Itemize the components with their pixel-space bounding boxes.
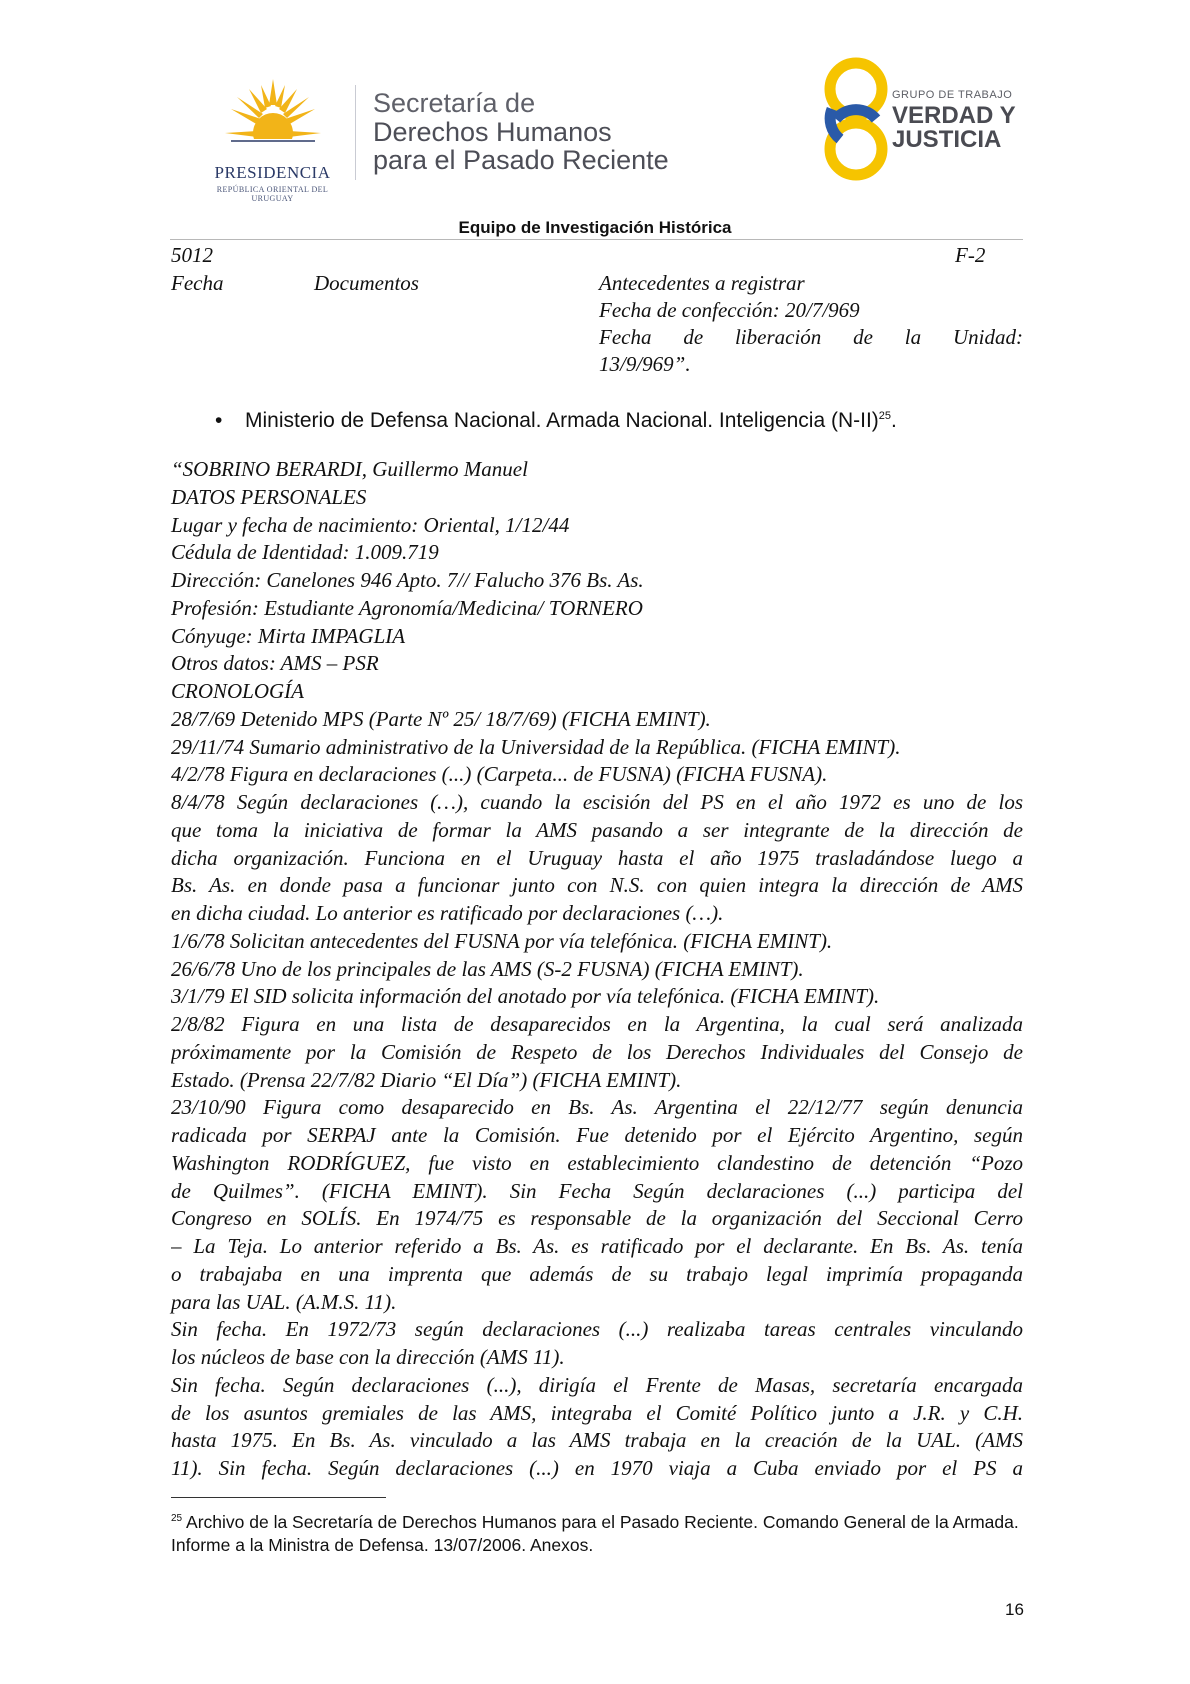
liberacion-word: de — [683, 325, 704, 349]
secretaria-line1: Secretaría de — [373, 88, 536, 118]
liberacion-date: 13/9/969”. — [599, 352, 691, 376]
liberacion-word: Unidad: — [952, 325, 1023, 349]
record-form: F-2 — [955, 243, 986, 267]
liberacion-word: la — [904, 325, 922, 349]
body-line: 4/2/78 Figura en declaraciones (...) (Carpeta... de FUSNA) (FICHA FUSNA). — [171, 762, 828, 787]
footnote-reference: 25 — [878, 410, 892, 422]
footnote-number: 25 — [171, 1513, 183, 1524]
column-documentos: Documentos — [314, 271, 419, 295]
body-line: Cédula de Identidad: 1.009.719 — [171, 540, 439, 565]
body-text — [171, 456, 1023, 1483]
body-line: Sin fecha. En 1972/73 según declaraciones (...) realizaba tareas centrales vinculando — [171, 1317, 1023, 1342]
body-line: “SOBRINO BERARDI, Guillermo Manuel — [171, 457, 528, 481]
interlocked-rings-icon — [820, 55, 892, 183]
body-line: 8/4/78 Según declaraciones (…), cuando la escisión del PS en el año 1972 es uno de los — [171, 790, 1023, 814]
justicia-label: JUSTICIA — [892, 126, 1002, 153]
body-line: radicada por SERPAJ ante la Comisión. Fue detenido por el Ejército Argentino, según — [171, 1123, 1023, 1147]
team-title: Equipo de Investigación Histórica — [458, 218, 732, 237]
presidencia-logo — [195, 75, 350, 203]
body-line: de Quilmes”. (FICHA EMINT). Sin Fecha Según declaraciones (...) participa del — [171, 1178, 1023, 1203]
presidencia-subtitle: REPÚBLICA ORIENTAL DEL URUGUAY — [216, 185, 329, 203]
verdad-justicia-logo — [820, 55, 1040, 185]
body-line: Washington RODRÍGUEZ, fue visto en establecimiento clandestino de detención “Pozo — [171, 1150, 1023, 1175]
footnote-rule — [171, 1497, 386, 1498]
secretaria-line2: Derechos Humanos — [373, 117, 612, 147]
secretaria-line3: para el Pasado Reciente — [373, 145, 669, 175]
body-line: 26/6/78 Uno de los principales de las AMS (S-2 FUSNA) (FICHA EMINT). — [171, 956, 804, 981]
verdad-label: VERDAD Y — [892, 102, 1016, 129]
body-line: que toma la iniciativa de formar la AMS pasando a ser integrante de la dirección de — [171, 817, 1023, 842]
footnote — [171, 1507, 1026, 1557]
fecha-liberacion — [599, 325, 1023, 350]
body-line: Cónyuge: Mirta IMPAGLIA — [171, 623, 406, 648]
sun-emblem-icon — [223, 75, 323, 157]
record-code: 5012 — [171, 243, 213, 267]
body-line: Congreso en SOLÍS. En 1974/75 es responsable de la organización del Seccional Cerro — [171, 1206, 1023, 1231]
page-number: 16 — [1005, 1600, 1024, 1619]
column-antecedentes: Antecedentes a registrar — [599, 271, 805, 295]
body-line: Dirección: Canelones 946 Apto. 7// Falucho 376 Bs. As. — [171, 568, 644, 592]
footnote-text: Archivo de la Secretaría de Derechos Humanos para el Pasado Reciente. Comando General de la Armada. Informe a la Ministra de Defensa. 13/07/2006. Anexos. — [171, 1511, 1019, 1555]
body-line: Sin fecha. Según declaraciones (...), dirigía el Frente de Masas, secretaría encargada — [171, 1372, 1023, 1397]
body-line: hasta 1975. En Bs. As. vinculado a las AMS trabaja en la creación de la UAL. (AMS — [171, 1428, 1023, 1453]
fecha-confeccion: Fecha de confección: 20/7/969 — [599, 298, 860, 322]
page-header — [195, 55, 1035, 205]
bullet-icon: • — [215, 409, 223, 432]
body-line: para las UAL. (A.M.S. 11). — [171, 1289, 397, 1314]
body-line: CRONOLOGÍA — [171, 679, 305, 703]
body-line: Bs. As. en donde pasa a funcionar junto con N.S. con quien integra la dirección de AMS — [171, 873, 1023, 898]
body-line: Lugar y fecha de nacimiento: Oriental, 1/12/44 — [171, 512, 570, 537]
column-fecha: Fecha — [171, 271, 224, 295]
body-line: los núcleos de base con la dirección (AMS 11). — [171, 1345, 565, 1369]
liberacion-word: de — [853, 325, 873, 349]
bullet-text: Ministerio de Defensa Nacional. Armada Nacional. Inteligencia (N-II) — [245, 409, 879, 432]
body-line: 28/7/69 Detenido MPS (Parte Nº 25/ 18/7/69) (FICHA EMINT). — [171, 706, 711, 731]
body-line: DATOS PERSONALES — [171, 484, 367, 509]
body-line: dicha organización. Funciona en el Uruguay hasta el año 1975 trasladándose luego a — [171, 845, 1023, 870]
bullet-end: . — [891, 409, 897, 432]
body-line: próximamente por la Comisión de Respeto de los Derechos Individuales del Consejo de — [171, 1039, 1023, 1064]
body-line: o trabajaba en una imprenta que además de su trabajo legal imprimía propaganda — [171, 1261, 1023, 1286]
liberacion-word: liberación — [734, 325, 822, 349]
body-line: 11). Sin fecha. Según declaraciones (...) en 1970 viaja a Cuba enviado por el PS a — [171, 1456, 1023, 1480]
body-line: 29/11/74 Sumario administrativo de la Universidad de la República. (FICHA EMINT). — [171, 734, 901, 759]
body-line: de los asuntos gremiales de las AMS, integraba el Comité Político junto a J.R. y C.H. — [171, 1400, 1023, 1425]
presidencia-title: PRESIDENCIA — [214, 163, 331, 182]
body-line: – La Teja. Lo anterior referido a Bs. As. es ratificado por el declarante. En Bs. As. tenía — [171, 1234, 1023, 1258]
body-line: Otros datos: AMS – PSR — [171, 651, 379, 676]
body-line: 3/1/79 El SID solicita información del anotado por vía telefónica. (FICHA EMINT). — [171, 984, 880, 1009]
liberacion-word: Fecha — [599, 325, 652, 349]
title-rule — [170, 239, 1023, 240]
body-line: 2/8/82 Figura en una lista de desaparecidos en la Argentina, la cual será analizada — [171, 1012, 1023, 1036]
body-line: Estado. (Prensa 22/7/82 Diario “El Día”) (FICHA EMINT). — [171, 1067, 682, 1092]
header-divider — [355, 85, 356, 180]
bullet-item — [215, 409, 897, 433]
body-line: en dicha ciudad. Lo anterior es ratificado por declaraciones (…). — [171, 901, 724, 925]
grupo-trabajo-label: GRUPO DE TRABAJO — [892, 89, 1013, 101]
body-line: Profesión: Estudiante Agronomía/Medicina/ TORNERO — [171, 595, 643, 620]
body-line: 23/10/90 Figura como desaparecido en Bs. As. Argentina el 22/12/77 según denuncia — [171, 1095, 1023, 1120]
body-line: 1/6/78 Solicitan antecedentes del FUSNA por vía telefónica. (FICHA EMINT). — [171, 928, 833, 953]
